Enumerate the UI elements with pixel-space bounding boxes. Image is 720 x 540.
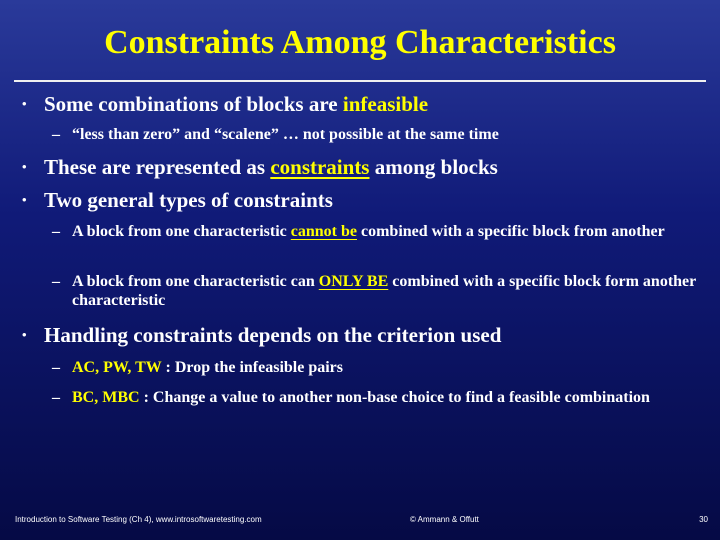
bullet-icon: • xyxy=(22,327,27,342)
highlight-ac-pw-tw: AC, PW, TW xyxy=(72,359,162,376)
highlight-infeasible: infeasible xyxy=(342,92,429,116)
bullet-text: Two general types of constraints xyxy=(44,188,333,212)
sub-bullet-text xyxy=(72,272,702,310)
footer-copyright: © Ammann & Offutt xyxy=(410,515,479,524)
highlight-cannot-be: cannot be xyxy=(290,223,357,240)
slide-title: Constraints Among Characteristics xyxy=(104,24,616,61)
sub-bullet-text-part: combined with a specific block from another xyxy=(357,223,665,240)
highlight-bc-mbc: BC, MBC xyxy=(72,389,140,406)
highlight-only-be: ONLY BE xyxy=(318,273,389,290)
bullet-text: Handling constraints depends on the criterion used xyxy=(44,323,502,347)
dash-icon: – xyxy=(52,126,60,143)
sub-bullet-only-be xyxy=(52,272,702,310)
sub-bullet-text-part: A block from one characteristic can xyxy=(72,273,319,290)
footer-course: Introduction to Software Testing (Ch 4), www.introsoftwaretesting.com xyxy=(15,515,262,524)
dash-icon: – xyxy=(52,389,60,406)
bullet-text xyxy=(44,155,498,180)
title-divider xyxy=(14,80,706,82)
bullet-text xyxy=(44,92,428,117)
dash-icon: – xyxy=(52,273,60,290)
sub-bullet-ac-pw-tw xyxy=(52,358,702,377)
sub-bullet-text-part: A block from one characteristic xyxy=(72,223,291,240)
sub-bullet-less-than-zero xyxy=(52,125,702,144)
sub-bullet-text xyxy=(72,222,702,241)
sub-bullet-text-part: : Change a value to another non-base choice to find a feasible combination xyxy=(139,389,650,406)
sub-bullet-text xyxy=(72,358,702,377)
sub-bullet-text: “less than zero” and “scalene” … not possible at the same time xyxy=(72,126,499,143)
bullet-icon: • xyxy=(22,192,27,207)
dash-icon: – xyxy=(52,223,60,240)
sub-bullet-text-part: : Drop the infeasible pairs xyxy=(161,359,343,376)
sub-bullet-text-part: combined with a specific block form another characteristic xyxy=(72,273,696,309)
bullet-text-part: Some combinations of blocks are xyxy=(44,92,343,116)
sub-bullet-cannot-be xyxy=(52,222,702,241)
sub-bullet-bc-mbc xyxy=(52,388,702,407)
sub-bullet-text xyxy=(72,388,702,407)
bullet-text-part: among blocks xyxy=(369,155,498,179)
footer-page-number: 30 xyxy=(699,515,708,524)
bullet-text-part: These are represented as xyxy=(44,155,271,179)
bullet-icon: • xyxy=(22,96,27,111)
highlight-constraints: constraints xyxy=(270,155,370,179)
dash-icon: – xyxy=(52,359,60,376)
bullet-icon: • xyxy=(22,159,27,174)
